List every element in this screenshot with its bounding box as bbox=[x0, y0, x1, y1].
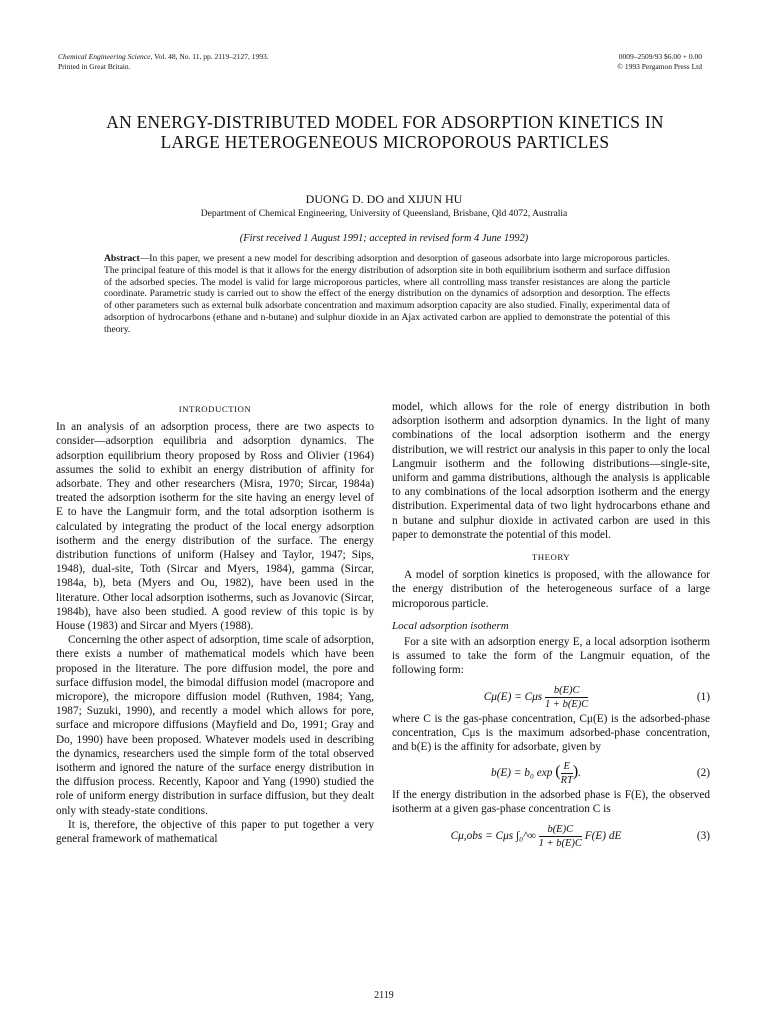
equation-fraction bbox=[539, 823, 582, 850]
copyright-block bbox=[617, 52, 702, 72]
journal-citation bbox=[58, 52, 269, 72]
right-column bbox=[392, 400, 710, 851]
left-column bbox=[56, 400, 374, 846]
equation-fraction bbox=[545, 684, 588, 711]
abstract bbox=[104, 253, 670, 336]
fraction-numerator: b(E)C bbox=[553, 684, 580, 696]
article-code: 0009–2509/93 $6.00 + 0.00 bbox=[618, 52, 702, 61]
fraction-numerator: E bbox=[563, 761, 570, 773]
equation-number: (3) bbox=[696, 829, 710, 842]
citation-detail: , Vol. 48, No. 11, pp. 2119–2127, 1993. bbox=[150, 52, 269, 61]
fraction-numerator: b(E)C bbox=[547, 823, 574, 835]
subsection-heading: Local adsorption isotherm bbox=[392, 619, 509, 632]
equation-lhs: Cμ(E) = Cμs bbox=[483, 690, 543, 703]
equation-number: (1) bbox=[696, 690, 710, 703]
equation-lhs: Cμ,obs = Cμs ∫₀^∞ bbox=[450, 829, 536, 842]
received-dates: (First received 1 August 1991; accepted in revised form 4 June 1992) bbox=[239, 233, 529, 244]
fraction-denominator: RT bbox=[560, 775, 573, 787]
equation-3 bbox=[392, 817, 710, 851]
equation-2: b(E) = b₀ exp ( $\frac{E}{RT}$ ). (2) bbox=[491, 761, 710, 787]
section-heading-introduction: INTRODUCTION bbox=[178, 404, 252, 414]
abstract-label: Abstract bbox=[104, 253, 140, 264]
section-heading-theory: THEORY bbox=[531, 552, 571, 563]
paragraph: For a site with an adsorption energy E, a local adsorption isotherm is assumed to take the form of the Langmuir equation, of the following form: bbox=[392, 636, 710, 677]
equation-lhs: b(E) = b₀ exp bbox=[491, 767, 553, 780]
paragraph: In an analysis of an adsorption process, there are two aspects to consider—adsorption equilibria and adsorption dynamics. The adsorption equilibrium theory proposed by Ross and Olivier (1964) assumes the solid to exhibit an energy distribution of affinity for adsorbate. They and other researchers (Misra, 1970; Sircar, 1984a) treated the adsorption isotherm for the site having an energy level of E to have the Langmuir form, and the total adsorption isotherm is calculated by integrating the product of the local energy adsorption isotherm and the energy distribution of the surface. The energy distribution functions of uniform (Halsey and Taylor, 1947; Sips, 1948), dual-site, Toth (Sircar and Myers, 1984), gamma (Sircar, 1984a, b), beta (Myers and Ou, 1982), have been used in the literature. Other local adsorption isotherms, such as Jovanovic (Sircar, 1984b), have also been studied. A good review of this topic is by House (1983) and Sircar and Myers (1988). bbox=[56, 421, 374, 633]
abstract-text: —In this paper, we present a new model for describing adsorption and desorption of gaseous adsorbate into large microporous particles. The principal feature of this model is that it allows for the energy distribution of adsorption site in both equilibrium isotherm and surface diffusion of the adsorbed species. The model is valid for large microporous particles, where all controlling mass transfer resistances are along the particle coordinate. Parametric study is carried out to show the effect of the energy distribution on the dynamics of adsorption and desorption. The effects of other parameters such as external bulk adsorbate concentration and maximum adsorption capacity are also studied. Finally, experimental data of adsorption of hydrocarbons (ethane and n-butane) and sulphur dioxide in an Ajax activated carbon are applied to demonstrate the potential of this theory. bbox=[104, 253, 670, 335]
paragraph: model, which allows for the role of energy distribution in both adsorption isotherm and adsorption dynamics. In the light of many combinations of the local adsorption isotherm and the energy distribution, we will restrict our analysis in this paper to only the local Langmuir isotherm and the following distributions—single-site, uniform and gamma distributions, although the analysis is applicable to any combinations of the local adsorption isotherm and the energy distribution. Experimental data of two light hydrocarbons ethane and n butane and sulphur dioxide in activated carbon are used in this paper to demonstrate the potential of this model. bbox=[392, 401, 710, 541]
copyright-notice: © 1993 Pergamon Press Ltd bbox=[617, 62, 702, 71]
paragraph: where C is the gas-phase concentration, Cμ(E) is the adsorbed-phase concentration, Cμs is the maximum adsorbed-phase concentration, and b(E) is the affinity for adsorbate, given by bbox=[392, 712, 710, 754]
fraction-denominator: 1 + b(E)C bbox=[545, 698, 589, 710]
equation-number: (2) bbox=[696, 767, 710, 780]
page-number: 2119 bbox=[374, 990, 394, 1001]
paragraph: A model of sorption kinetics is proposed, with the allowance for the energy distribution of the heterogeneous surface of a large microporous particle. bbox=[392, 569, 710, 610]
paragraph: Concerning the other aspect of adsorption, time scale of adsorption, there exists a number of mathematical models which have been proposed in the literature. The pore diffusion model, the pore and surface diffusion model, the bimodal diffusion model (macropore and micropore), the micropore diffusion model (Ruthven, 1984; Yang, 1987; Suzuki, 1990), and recently a model which allows for pore, surface and micropore diffusions (Mayfield and Do, 1991; Gray and Do, 1990) have been proposed. Whatever models used in describing the dynamics, researchers used the simple form of the total observed isotherm and ignored the nature of the surface energy distribution in the diffusion process. Recently, Kapoor and Yang (1990) studied the role of uniform energy distribution in surface diffusion, but they dealt only with steady-state conditions. bbox=[56, 634, 374, 817]
equation-tail: F(E) dE bbox=[584, 829, 622, 842]
printed-note: Printed in Great Britain. bbox=[58, 62, 131, 71]
paper-title: AN ENERGY-DISTRIBUTED MODEL FOR ADSORPTION KINETICS IN LARGE HETEROGENEOUS MICROPOROUS PARTICLES bbox=[106, 112, 664, 152]
journal-name: Chemical Engineering Science bbox=[58, 52, 151, 61]
fraction-denominator: 1 + b(E)C bbox=[538, 837, 582, 849]
equation-fraction bbox=[561, 760, 573, 787]
equation-1 bbox=[392, 678, 710, 712]
affiliation: Department of Chemical Engineering, University of Queensland, Brisbane, Qld 4072, Australia bbox=[200, 208, 568, 219]
paragraph: It is, therefore, the objective of this paper to put together a very general framework of mathematical bbox=[56, 818, 374, 846]
authors: DUONG D. DO and XIJUN HU bbox=[305, 192, 463, 206]
paragraph: If the energy distribution in the adsorbed phase is F(E), the observed isotherm at a given gas-phase concentration C is bbox=[392, 789, 710, 816]
